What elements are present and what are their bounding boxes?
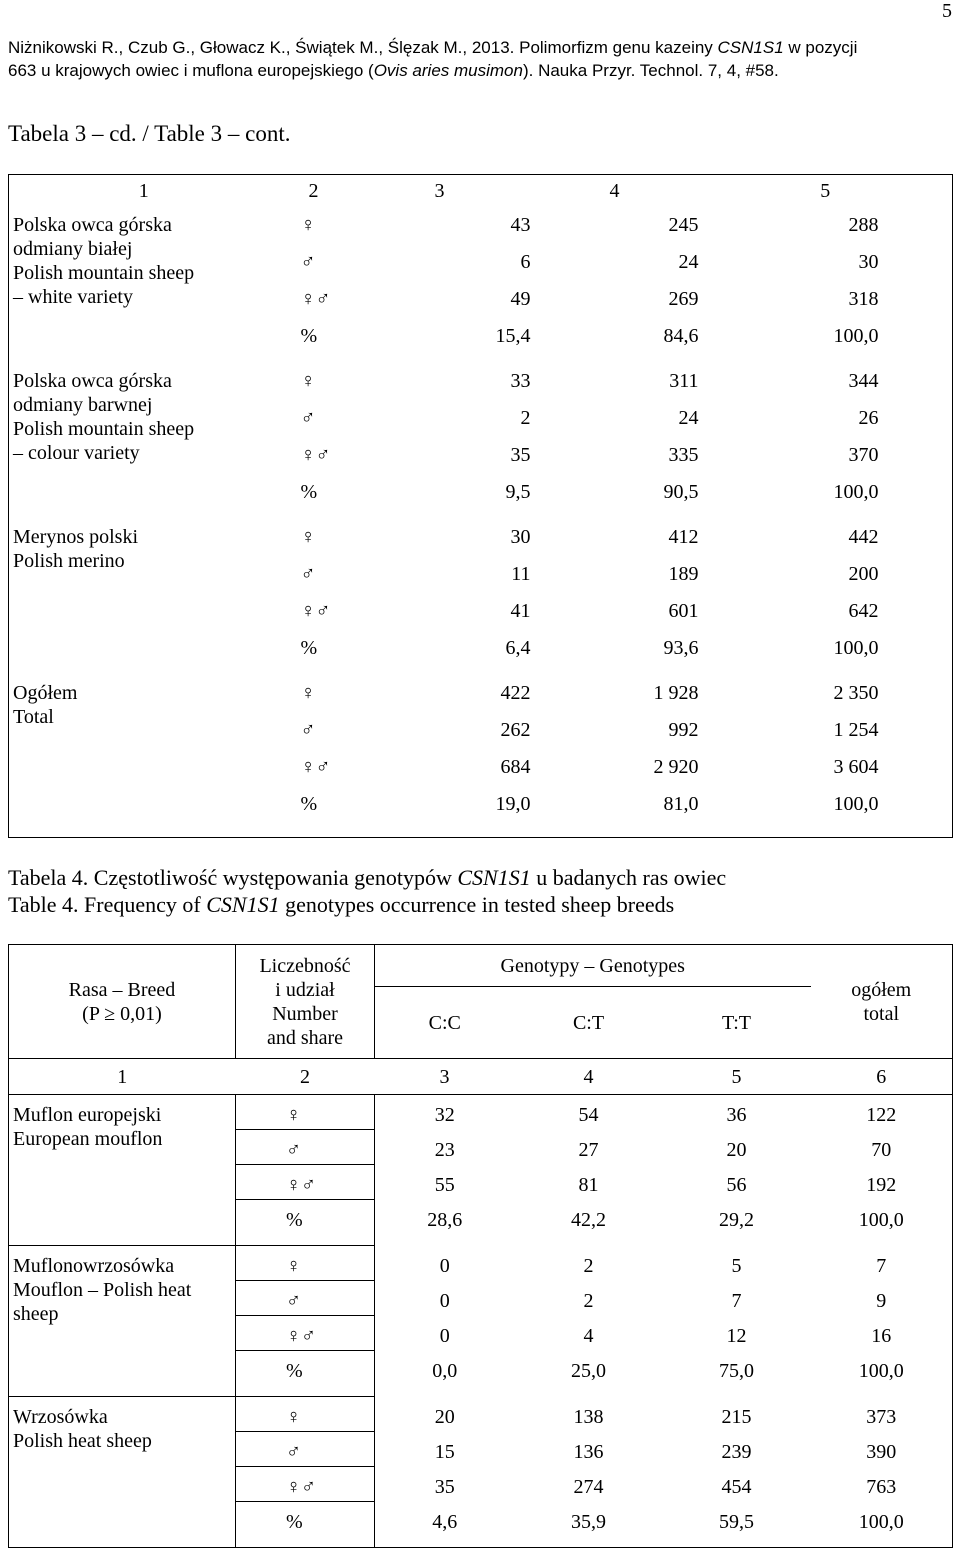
table4-cell: 7 <box>731 1289 742 1312</box>
table4-number-header-line: Number <box>272 1002 338 1025</box>
table4-number-header-line: Liczebność <box>259 954 351 977</box>
table4-number-header <box>236 945 375 1059</box>
table3-sex-symbol: ♂ <box>300 407 316 429</box>
table4-sex-symbol: ♂ <box>236 1432 375 1467</box>
table3-group-label-line: – colour variety <box>13 442 140 464</box>
table4-column-number: 5 <box>663 1059 811 1095</box>
table3-cell: 344 <box>848 370 879 392</box>
table4-cell: 274 <box>573 1475 604 1498</box>
table4-cell: 15 <box>434 1440 455 1463</box>
table3-cell: 1 254 <box>833 719 879 741</box>
table4-sex-symbol: ♀♂ <box>236 1165 375 1200</box>
table4-group-label-line: Mouflon – Polish heat <box>13 1279 192 1301</box>
table4-breed-header <box>9 945 236 1059</box>
table3-group-label <box>9 525 279 681</box>
table3-cell: 100,0 <box>833 793 879 815</box>
table4-cell: 4,6 <box>432 1510 458 1533</box>
table4-cell: 32 <box>434 1104 455 1126</box>
table3-cell: 262 <box>500 719 531 741</box>
table3-sex-symbol: ♂ <box>300 251 316 273</box>
table3-group-label <box>9 681 279 837</box>
table3-cell: 269 <box>668 288 699 310</box>
table3-cell: 19,0 <box>495 793 531 815</box>
table4-cell: 56 <box>726 1173 747 1196</box>
table3-spacer <box>879 443 953 480</box>
table4-genotype-cc: C:C <box>375 987 515 1059</box>
table4-cell: 28,6 <box>427 1208 463 1231</box>
table3-cell: 26 <box>858 407 879 429</box>
table3-cell: 43 <box>510 214 531 236</box>
table4-cell: 20 <box>726 1138 747 1161</box>
table3-spacer <box>879 681 953 718</box>
table4-cell: 25,0 <box>571 1359 606 1382</box>
table4-sex-symbol: ♀ <box>236 1246 375 1281</box>
table4-cell: 59,5 <box>719 1510 754 1533</box>
table3-column-number: 1 <box>138 180 149 202</box>
table3-cell: 992 <box>668 719 699 741</box>
table3-cell: 24 <box>678 407 699 429</box>
table3-spacer <box>879 287 953 324</box>
table4-total-header-line: total <box>863 1002 900 1025</box>
table4-cell: 75,0 <box>719 1359 754 1382</box>
table3-cell: 311 <box>669 370 699 392</box>
table3-spacer <box>879 755 953 792</box>
table4-genotypes-header: Genotypy – Genotypes <box>375 945 811 987</box>
table4-caption-pl-b: u badanych ras owiec <box>530 865 727 890</box>
table3-cell: 1 928 <box>653 682 699 704</box>
table3 <box>8 174 953 838</box>
table3-cell: 2 920 <box>653 756 699 778</box>
table3-row <box>9 681 953 718</box>
table3-group-label-line: Polish mountain sheep <box>13 418 195 440</box>
table4-group-label-line: Muflonowrzosówka <box>13 1255 175 1277</box>
table4-cell: 23 <box>434 1138 455 1161</box>
citation-line2-a: 663 u krajowych owiec i muflona europejskiego ( <box>8 61 374 80</box>
table3-cell: 6 <box>520 251 531 273</box>
table4-caption <box>8 864 726 918</box>
table3-cell: 33 <box>510 370 531 392</box>
table3-column-number: 5 <box>820 180 831 202</box>
table3-group-label-line: odmiany białej <box>13 238 133 260</box>
table3-cell: 93,6 <box>663 637 699 659</box>
table3-spacer <box>879 599 953 636</box>
table4-cell: 0 <box>439 1289 450 1312</box>
table3-sex-symbol: ♂ <box>300 719 316 741</box>
table3-cell: 35 <box>510 444 531 466</box>
table4-sex-symbol: % <box>236 1200 375 1246</box>
table3-spacer <box>879 406 953 443</box>
table3-cell: 642 <box>848 600 879 622</box>
table4-caption-gene-pl: CSN1S1 <box>457 865 531 890</box>
table3-spacer <box>879 480 953 525</box>
table4-cell: 35 <box>434 1475 455 1498</box>
table4-cell: 35,9 <box>571 1510 606 1533</box>
table3-caption: Tabela 3 – cd. / Table 3 – cont. <box>8 121 291 146</box>
table4-column-number: 6 <box>811 1059 953 1095</box>
table4-cell: 0 <box>439 1254 450 1277</box>
table3-group-label-line: Polish merino <box>13 550 125 572</box>
table3-sex-symbol: ♀ <box>300 214 316 236</box>
table4-cell: 122 <box>866 1104 897 1126</box>
table4-row <box>9 1095 953 1130</box>
table3-sex-symbol: ♀ <box>300 526 316 548</box>
table4-column-number: 2 <box>236 1059 375 1095</box>
table4-cell: 2 <box>583 1289 594 1312</box>
table3-sex-symbol: ♀♂ <box>300 444 331 466</box>
table3-group-label-line: Polska owca górska <box>13 370 172 392</box>
table4-group-label-line: Muflon europejski <box>13 1104 162 1126</box>
table4-cell: 81 <box>578 1173 599 1196</box>
table4-caption-en-b: genotypes occurrence in tested sheep breeds <box>279 892 675 917</box>
table3-spacer <box>879 250 953 287</box>
table3-sex-symbol: % <box>300 793 318 815</box>
citation-species: Ovis aries musimon <box>373 61 523 80</box>
table4-group-label <box>9 1246 236 1397</box>
table3-group-label <box>9 369 279 525</box>
table4-cell: 55 <box>434 1173 455 1196</box>
citation-header <box>8 36 948 82</box>
table4-cell: 12 <box>726 1324 747 1347</box>
table3-spacer <box>879 525 953 562</box>
table4-sex-symbol: ♀♂ <box>236 1316 375 1351</box>
table4-cell: 373 <box>866 1405 897 1428</box>
table3-cell: 684 <box>500 756 531 778</box>
table4-group-label-line: Polish heat sheep <box>13 1430 152 1452</box>
table4-cell: 9 <box>876 1289 887 1312</box>
table3-cell: 9,5 <box>505 481 531 503</box>
table3-cell: 3 604 <box>833 756 879 778</box>
table3-sex-symbol: ♂ <box>300 563 316 585</box>
table3-sex-symbol: ♀♂ <box>300 600 331 622</box>
table3-group-label-line: Polska owca górska <box>13 214 172 236</box>
table3-cell: 100,0 <box>833 325 879 347</box>
table4-group-label-line: Wrzosówka <box>13 1406 108 1428</box>
table4-cell: 27 <box>578 1138 599 1161</box>
table4-cell: 70 <box>871 1138 892 1161</box>
table3-spacer <box>879 792 953 837</box>
table4-cell: 239 <box>721 1440 752 1463</box>
table4-cell: 0 <box>439 1324 450 1347</box>
table3-spacer <box>879 718 953 755</box>
table3-group-label-line: Ogółem <box>13 682 78 704</box>
table3-cell: 84,6 <box>663 325 699 347</box>
table4-cell: 100,0 <box>858 1510 904 1533</box>
table4-cell: 16 <box>871 1324 892 1347</box>
citation-gene: CSN1S1 <box>717 38 784 57</box>
table3-cell: 49 <box>510 288 531 310</box>
table3-spacer <box>879 636 953 681</box>
table4-cell: 29,2 <box>719 1208 754 1231</box>
table3-cell: 15,4 <box>495 325 531 347</box>
citation-line1-b: w pozycji <box>783 38 858 57</box>
table3-cell: 422 <box>500 682 531 704</box>
table3-group-label-line: Polish mountain sheep <box>13 262 195 284</box>
table4-sex-symbol: ♂ <box>236 1130 375 1165</box>
table3-cell: 370 <box>848 444 879 466</box>
table4-genotype-tt: T:T <box>663 987 811 1059</box>
table4-cell: 5 <box>731 1254 742 1277</box>
table3-cell: 6,4 <box>505 637 531 659</box>
table4-cell: 20 <box>434 1405 455 1428</box>
table3-group-label-line: Merynos polski <box>13 526 138 548</box>
table4-cell: 138 <box>573 1405 604 1428</box>
table4-breed-header-line: (P ≥ 0,01) <box>82 1002 162 1025</box>
table4-cell: 42,2 <box>571 1208 606 1231</box>
table4-column-numbers-row <box>9 1059 953 1095</box>
table4-cell: 763 <box>866 1475 897 1498</box>
table3-group-label-line: odmiany barwnej <box>13 394 153 416</box>
table3-sex-symbol: % <box>300 637 318 659</box>
table4-cell: 4 <box>583 1324 594 1347</box>
table4-row <box>9 1397 953 1432</box>
table4-cell: 2 <box>583 1254 594 1277</box>
table3-cell: 318 <box>848 288 879 310</box>
table3-spacer <box>879 562 953 599</box>
table4-group-label-line: sheep <box>13 1303 59 1325</box>
table3-cell: 100,0 <box>833 637 879 659</box>
table3-column-number: 3 <box>434 180 445 202</box>
table3-column-number: 4 <box>609 180 620 202</box>
table3-cell: 245 <box>668 214 699 236</box>
table3-cell: 100,0 <box>833 481 879 503</box>
table4-cell: 36 <box>726 1104 747 1126</box>
table3-cell: 90,5 <box>663 481 699 503</box>
table3-cell: 24 <box>678 251 699 273</box>
table4-cell: 136 <box>573 1440 604 1463</box>
citation-line2-b: ). Nauka Przyr. Technol. 7, 4, #58. <box>522 61 779 80</box>
table4-caption-pl-a: Tabela 4. Częstotliwość występowania genotypów <box>8 865 458 890</box>
table3-cell: 30 <box>510 526 531 548</box>
table3-cell: 442 <box>848 526 879 548</box>
table3-cell: 288 <box>848 214 879 236</box>
table4-caption-en-a: Table 4. Frequency of <box>8 892 207 917</box>
table3-cell: 189 <box>668 563 699 585</box>
table4-number-header-line: i udział <box>275 978 335 1001</box>
table3-cell: 30 <box>858 251 879 273</box>
table3-sex-symbol: ♀ <box>300 682 316 704</box>
table4-sex-symbol: ♀ <box>236 1095 375 1130</box>
table3-spacer <box>879 213 953 250</box>
table3-column-number: 2 <box>308 180 319 202</box>
table4-column-number: 3 <box>375 1059 515 1095</box>
table3-column-numbers-row <box>9 175 953 214</box>
table4-group-label <box>9 1397 236 1548</box>
table3-cell: 11 <box>511 563 531 585</box>
table4-cell: 54 <box>578 1104 599 1126</box>
table3-row <box>9 525 953 562</box>
table3-cell: 2 <box>520 407 531 429</box>
table4-total-header-line: ogółem <box>851 978 912 1001</box>
table3-group-label <box>9 213 279 369</box>
table4-number-header-line: and share <box>266 1026 344 1049</box>
table3-spacer <box>879 369 953 406</box>
table4-cell: 7 <box>876 1254 887 1277</box>
table4-cell: 390 <box>866 1440 897 1463</box>
table3-sex-symbol: % <box>300 325 318 347</box>
table4-sex-symbol: ♀♂ <box>236 1467 375 1502</box>
table3-row <box>9 369 953 406</box>
table4-caption-gene-en: CSN1S1 <box>206 892 280 917</box>
table3-group-label-line: Total <box>13 706 54 728</box>
table3-row <box>9 213 953 250</box>
table4-cell: 100,0 <box>858 1359 904 1382</box>
table4-group-label-line: European mouflon <box>13 1128 163 1150</box>
page-number: 5 <box>942 0 952 22</box>
table4-sex-symbol: ♂ <box>236 1281 375 1316</box>
table4-column-number: 4 <box>515 1059 663 1095</box>
table4-sex-symbol: % <box>236 1502 375 1548</box>
table4-cell: 100,0 <box>858 1208 904 1231</box>
table3-group-label-line: – white variety <box>13 286 133 308</box>
table4-sex-symbol: % <box>236 1351 375 1397</box>
table4-cell: 192 <box>866 1173 897 1196</box>
table4-group-label <box>9 1095 236 1246</box>
table4-header-row <box>9 945 953 987</box>
table4-cell: 0,0 <box>432 1359 458 1382</box>
table4-breed-header-line: Rasa – Breed <box>68 978 176 1001</box>
table3-cell: 81,0 <box>663 793 699 815</box>
table3-spacer <box>879 324 953 369</box>
table3-cell: 412 <box>668 526 699 548</box>
table3-cell: 601 <box>668 600 699 622</box>
table3-sex-symbol: ♀ <box>300 370 316 392</box>
table3-cell: 2 350 <box>833 682 879 704</box>
table3-cell: 41 <box>510 600 531 622</box>
table3-cell: 200 <box>848 563 879 585</box>
table4 <box>8 944 953 1548</box>
citation-line1-a: Niżnikowski R., Czub G., Głowacz K., Świątek M., Ślęzak M., 2013. Polimorfizm genu kazeiny <box>8 38 718 57</box>
table3-sex-symbol: ♀♂ <box>300 288 331 310</box>
table4-total-header <box>811 945 953 1059</box>
table3-sex-symbol: ♀♂ <box>300 756 331 778</box>
table4-column-number: 1 <box>9 1059 236 1095</box>
table3-cell: 335 <box>668 444 699 466</box>
table3-sex-symbol: % <box>300 481 318 503</box>
table4-genotype-ct: C:T <box>515 987 663 1059</box>
table4-cell: 454 <box>721 1475 752 1498</box>
table4-cell: 215 <box>721 1405 752 1428</box>
table4-row <box>9 1246 953 1281</box>
table4-sex-symbol: ♀ <box>236 1397 375 1432</box>
